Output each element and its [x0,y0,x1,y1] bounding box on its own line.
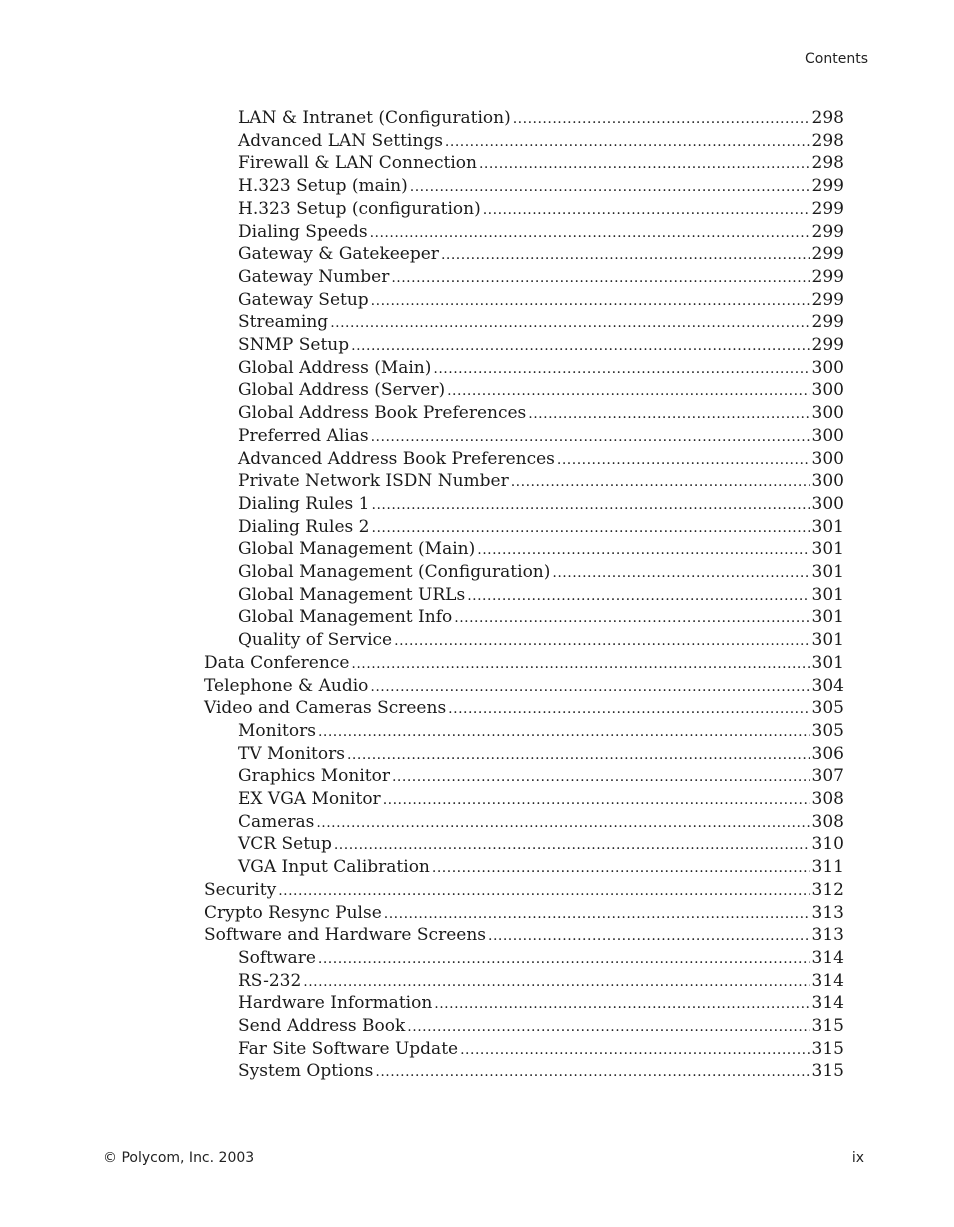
toc-entry-page: 301 [811,607,844,628]
toc-entry-page: 313 [811,925,844,946]
dot-leader [351,653,809,676]
toc-entry-title: Firewall & LAN Connection [238,153,477,174]
toc-entry[interactable] [238,357,844,380]
toc-entry[interactable] [238,1060,844,1083]
toc-entry-title: Advanced Address Book Preferences [238,448,555,469]
toc-entry-title: H.323 Setup (main) [238,176,408,197]
toc-entry-page: 315 [811,1038,844,1059]
dot-leader [552,562,809,585]
toc-entry-title: Software and Hardware Screens [204,925,486,946]
toc-entry-page: 310 [811,834,844,855]
dot-leader [477,539,809,562]
toc-entry-title: LAN & Intranet (Configuration) [238,108,511,128]
dot-leader [318,721,810,744]
dot-leader [391,267,809,290]
dot-leader [445,131,810,154]
dot-leader [432,857,810,880]
toc-entry-title: Far Site Software Update [238,1038,459,1059]
toc-entry-title: VCR Setup [238,834,332,855]
toc-entry[interactable] [238,629,844,652]
header-section-title: Contents [805,51,868,67]
dot-leader [410,176,810,199]
toc-entry-page: 315 [811,1016,844,1036]
toc-entry-title: Global Management URLs [238,584,466,605]
toc-entry-title: VGA Input Calibration [238,857,430,878]
dot-leader [318,948,810,971]
dot-leader [488,925,810,948]
dot-leader [483,199,810,222]
toc-entry[interactable] [238,516,844,539]
toc-entry-title: Global Address (Server) [238,380,446,401]
dot-leader [334,834,810,857]
dot-leader [557,449,810,472]
toc-entry[interactable] [238,448,844,471]
toc-entry[interactable] [204,675,844,698]
toc-entry-page: 300 [811,471,844,492]
toc-entry-title: Global Address (Main) [238,357,432,378]
toc-entry[interactable] [238,1038,844,1061]
toc-entry-title: Global Address Book Preferences [238,403,527,424]
toc-entry-title: Advanced LAN Settings [238,130,443,151]
toc-entry[interactable] [238,152,844,175]
toc-entry-title: Send Address Book [238,1016,406,1036]
toc-entry-title: Gateway & Gatekeeper [238,244,439,265]
toc-entry-page: 314 [811,947,844,968]
toc-entry-page: 300 [811,403,844,424]
toc-entry-page: 313 [811,902,844,923]
toc-entry-page: 299 [811,244,844,265]
toc-entry-title: Data Conference [204,652,350,673]
dot-leader [392,766,810,789]
toc-entry[interactable] [238,130,844,153]
running-header [805,51,868,67]
toc-entry[interactable] [238,107,844,130]
toc-entry[interactable] [204,924,844,947]
toc-entry-page: 300 [811,357,844,378]
toc-entry[interactable] [204,902,844,925]
toc-entry-page: 298 [811,108,844,128]
dot-leader [433,358,809,381]
toc-entry[interactable] [238,311,844,334]
toc-entry-page: 300 [811,448,844,469]
toc-entry-page: 299 [811,176,844,197]
dot-leader [460,1039,809,1062]
toc-entry-page: 301 [811,652,844,673]
toc-entry[interactable] [238,379,844,402]
toc-entry-page: 301 [811,562,844,582]
dot-leader [383,789,810,812]
toc-entry-title: EX VGA Monitor [238,789,381,809]
toc-entry-title: Cameras [238,811,315,832]
toc-entry-page: 314 [811,993,844,1014]
toc-entry[interactable] [204,652,844,675]
toc-entry[interactable] [238,402,844,425]
toc-entry-page: 299 [811,289,844,310]
toc-entry[interactable] [238,720,844,743]
toc-entry-page: 301 [811,539,844,560]
toc-entry-page: 298 [811,130,844,151]
toc-entry[interactable] [238,606,844,629]
toc-entry[interactable] [238,992,844,1015]
toc-entry-page: 315 [811,1061,844,1082]
dot-leader [434,993,809,1016]
dot-leader [375,1061,809,1084]
toc-entry[interactable] [238,175,844,198]
dot-leader [372,517,810,540]
toc-entry-title: TV Monitors [238,743,345,764]
toc-entry-title: Gateway Number [238,266,390,287]
toc-entry[interactable] [238,425,844,448]
toc-entry-title: System Options [238,1061,374,1082]
toc-entry-page: 299 [811,198,844,219]
toc-entry-title: Streaming [238,312,329,333]
toc-entry-page: 314 [811,970,844,991]
toc-entry-page: 299 [811,335,844,355]
toc-entry-page: 305 [811,720,844,741]
dot-leader [384,903,810,926]
dot-leader [513,108,810,131]
toc-entry[interactable] [238,243,844,266]
footer-page-number: ix [851,1150,864,1166]
toc-entry-page: 301 [811,630,844,651]
toc-entry-page: 308 [811,789,844,809]
dot-leader [528,403,809,426]
toc-entry[interactable] [238,493,844,516]
toc-entry-title: SNMP Setup [238,335,350,355]
toc-entry-page: 311 [811,857,844,878]
footer-copyright: © Polycom, Inc. 2003 [103,1150,255,1166]
dot-leader [407,1016,809,1039]
toc-entry-page: 301 [811,516,844,537]
dot-leader [448,698,809,721]
toc-entry[interactable] [204,697,844,720]
toc-entry[interactable] [238,788,844,811]
toc-entry-title: Crypto Resync Pulse [204,902,382,923]
dot-leader [303,971,809,994]
dot-leader [371,426,810,449]
toc-entry-page: 299 [811,266,844,287]
toc-entry[interactable] [238,561,844,584]
toc-entry-page: 306 [811,743,844,764]
toc-entry-page: 299 [811,221,844,242]
dot-leader [347,744,810,767]
toc-entry-page: 298 [811,153,844,174]
toc-entry-title: Monitors [238,720,316,741]
toc-entry-title: Private Network ISDN Number [238,471,509,492]
toc-entry-title: Dialing Speeds [238,221,368,242]
dot-leader [454,607,809,630]
page-footer [103,1150,864,1166]
dot-leader [278,880,809,903]
toc-entry-title: Software [238,947,316,968]
toc-entry[interactable] [204,879,844,902]
dot-leader [371,290,810,313]
dot-leader [467,585,809,608]
dot-leader [330,312,809,335]
toc-entry-title: Dialing Rules 1 [238,493,370,514]
toc-entry-page: 304 [811,675,844,696]
dot-leader [316,812,809,835]
toc-entry-title: Video and Cameras Screens [204,698,447,719]
toc-entry-title: Global Management Info [238,607,453,628]
toc-entry-title: Quality of Service [238,630,393,651]
toc-entry[interactable] [238,811,844,834]
toc-entry[interactable] [238,334,844,357]
toc-entry[interactable] [238,1015,844,1038]
dot-leader [370,222,810,245]
dot-leader [370,676,809,699]
toc-entry[interactable] [238,538,844,561]
toc-entry[interactable] [238,289,844,312]
toc-entry[interactable] [238,970,844,993]
toc-entry-page: 300 [811,380,844,401]
toc-entry-title: Graphics Monitor [238,766,390,787]
toc-entry[interactable] [238,470,844,493]
dot-leader [447,380,809,403]
dot-leader [394,630,809,653]
toc-entry[interactable] [238,198,844,221]
toc-entry-title: H.323 Setup (configuration) [238,198,481,219]
toc-entry-page: 300 [811,425,844,446]
toc-entry[interactable] [238,947,844,970]
dot-leader [479,153,810,176]
toc-entry[interactable] [238,221,844,244]
toc-entry-page: 305 [811,698,844,719]
toc-entry-page: 300 [811,493,844,514]
toc-entry-title: Telephone & Audio [204,675,369,696]
dot-leader [511,471,810,494]
dot-leader [372,494,810,517]
toc-entry-title: Dialing Rules 2 [238,516,370,537]
toc-entry-page: 312 [811,879,844,900]
toc-entry[interactable] [238,743,844,766]
toc-entry[interactable] [238,833,844,856]
toc-entry-title: Gateway Setup [238,289,369,310]
toc-entry[interactable] [238,856,844,879]
toc-entry[interactable] [238,584,844,607]
toc-entry-page: 301 [811,584,844,605]
toc-entry-title: Hardware Information [238,993,433,1014]
toc-entry-page: 308 [811,811,844,832]
dot-leader [441,244,810,267]
dot-leader [351,335,809,358]
toc-entry-title: Global Management (Main) [238,539,476,560]
toc-entry-title: Security [204,879,277,900]
toc-entry-page: 307 [811,766,844,787]
toc-entry-title: Preferred Alias [238,425,369,446]
toc-entry[interactable] [238,765,844,788]
toc-entry-title: RS-232 [238,970,302,991]
toc-entry[interactable] [238,266,844,289]
toc-entry-title: Global Management (Configuration) [238,562,551,582]
toc-entry-page: 299 [811,312,844,333]
